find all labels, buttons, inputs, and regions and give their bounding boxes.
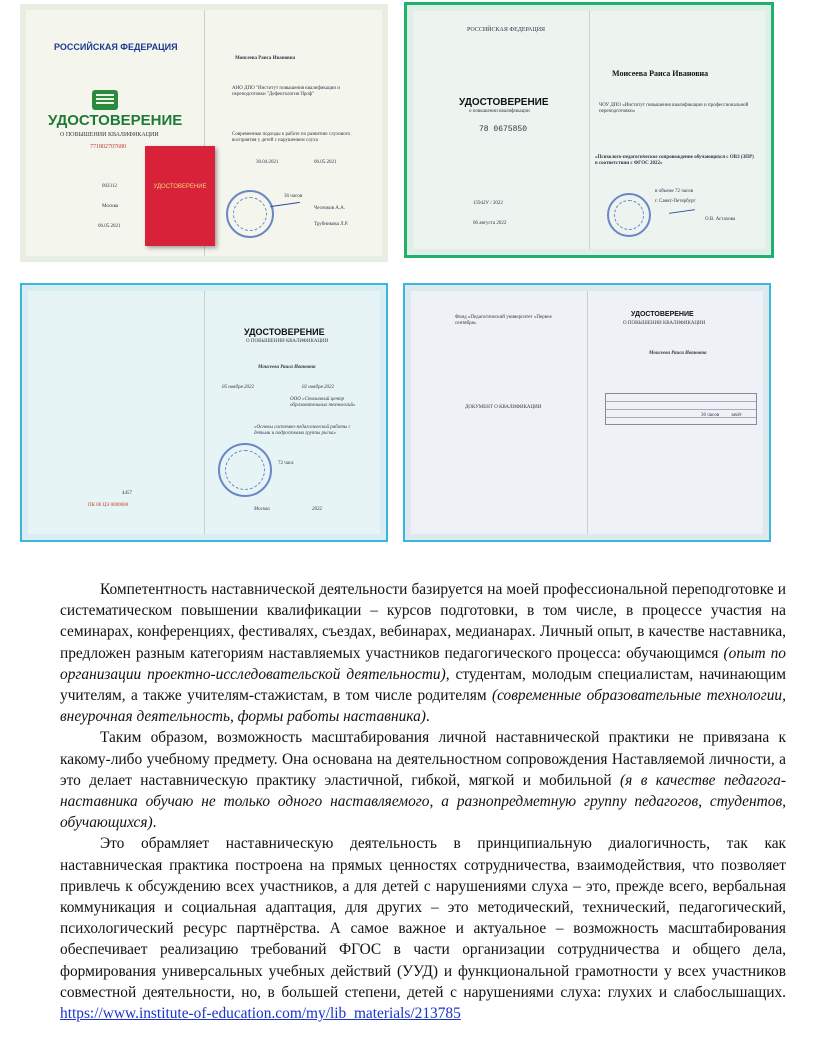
cert-date-from: 05 ноября 2022 (222, 385, 255, 390)
certificate-image-3 (20, 283, 388, 542)
cert-number: 771802707680 (90, 144, 126, 150)
cert-subtitle: о повышении квалификации (469, 109, 530, 114)
red-booklet (145, 146, 215, 246)
seal-stamp (607, 193, 651, 237)
cert-date-to: 06.05.2021 (314, 160, 337, 165)
cert-hours: 72 часа (278, 461, 294, 466)
cert-org: Фонд «Педагогический университет «Первое сентября» (455, 315, 552, 326)
seal-stamp (226, 190, 274, 238)
cert-title: УДОСТОВЕРЕНИЕ (244, 327, 325, 337)
cert-doc-label: ДОКУМЕНТ О КВАЛИФИКАЦИИ (465, 405, 542, 410)
cert-holder-name: Моисеева Раиса Ивановна (258, 365, 316, 370)
cert-holder-name: Моисеева Раиса Ивановна (612, 69, 709, 78)
cert-issue-date: 06.05.2021 (98, 224, 121, 229)
cert-number: 78 0675850 (479, 125, 528, 134)
seal-stamp (218, 443, 272, 497)
cert-reg-number: 002312 (102, 184, 117, 189)
cert-subtitle: О ПОВЫШЕНИИ КВАЛИФИКАЦИИ (60, 132, 159, 138)
cert-number: ПК 00 ЦЭ 0000000 (88, 503, 129, 508)
cert-program: «Основы системно-педагогической работы с детьми и подростками группы риска» (254, 425, 351, 436)
cert-title: УДОСТОВЕРЕНИЕ (459, 97, 549, 108)
cert-city: г. Санкт-Петербург (655, 199, 696, 204)
cert-city: Москва (102, 204, 119, 209)
paragraph-1: Компетентность наставнической деятельности базируется на моей профессиональной переподготовке и систематическом повышении квалификации – курсов подготовки, в том числе, в процессе участия на семинарах, конференциях, фестивалях, съездах, вебинарах, медианарах. Личный опыт, в качестве наставника, предложен разным категориям наставляемых участников педагогического процесса: обучающимся (опыт по организации проектно-исследовательской деятельности), студентам, молодым специалистам, начинающим учителям, а также учителям-стажистам, в том числе родителям (современные образовательные технологии, внеурочная деятельность, формы работы наставника). (60, 581, 786, 726)
cert-holder-name: Моисеева Раиса Ивановна (235, 56, 296, 61)
cert-date-from: 30.04.2021 (256, 160, 279, 165)
cert-subtitle: О ПОВЫШЕНИИ КВАЛИФИКАЦИИ (623, 321, 706, 326)
cert-issue-date: 06 августа 2022 (473, 221, 507, 226)
cert-org: ООО «Столичный центр образовательных технологий» (290, 397, 356, 408)
cert-signer: О.В. Астахова (705, 217, 736, 222)
cert-result: зачёт (731, 413, 742, 418)
emblem-icon (92, 90, 118, 110)
cert-country: РОССИЙСКАЯ ФЕДЕРАЦИЯ (467, 27, 546, 33)
cert-title: УДОСТОВЕРЕНИЕ (48, 112, 183, 129)
cert-org: ЧОУ ДПО «Институт повышения квалификации и профессиональной переподготовки» (599, 103, 749, 114)
cert-program: «Психолого-педагогическое сопровождение обучающихся с ОВЗ (ЗПР) в соответствии с ФГОС 2022» (595, 155, 754, 166)
article-body (60, 579, 786, 1024)
cert-year: 2022 (312, 507, 322, 512)
cert-signer-1: Чесноков А.А. (314, 206, 345, 211)
certificate-image-2 (404, 2, 774, 258)
cert-hours: 36 часов (284, 194, 303, 199)
cert-reg-number: 15942У / 2022 (473, 201, 503, 206)
cert-subtitle: О ПОВЫШЕНИИ КВАЛИФИКАЦИИ (246, 339, 329, 344)
cert-title: УДОСТОВЕРЕНИЕ (631, 311, 694, 318)
cert-holder-name: Моисеева Раиса Ивановна (649, 351, 707, 356)
paragraph-3: Это обрамляет наставническую деятельность в принципиальную диалогичность, так как наставническая практика построена на прямых ценностях сотрудничества, взаимодействия, что позволяет привлечь к обсуждению всех участников, а для детей с нарушениями слуха – это, прежде всего, вербальная коммуникация и социальная адаптация, для других – это методический, технический, педагогический, психологический ресурс партнёрства. А самое важное и актуальное – возможность масштабирования обеспечивает реализацию требований ФГОС в части организации сотрудничества и общего дела, формирования универсальных учебных действий (УУД) и функциональной грамотности у всех участников совместной деятельности, но, в большей степени, детей с нарушениями слуха: глухих и слабослышащих. https://www.institute-of-education.com/my/lib_materials/213785 (60, 835, 786, 1023)
cert-org: АНО ДПО "Институт повышения квалификации и переподготовки "Дефектология Проф" (232, 86, 340, 97)
cert-hours: 36 часов (701, 413, 720, 418)
cert-date-to: 02 ноября 2022 (302, 385, 335, 390)
cert-city: Москва (254, 507, 270, 512)
cert-country: РОССИЙСКАЯ ФЕДЕРАЦИЯ (54, 42, 178, 52)
cert-reg-number: 4457 (122, 491, 132, 496)
grades-table (605, 393, 757, 425)
cert-program: Современные подходы к работе по развитию слухового восприятия у детей с нарушением слуха (232, 132, 351, 143)
cert-signer-2: Трубникова Л.Р. (314, 222, 349, 227)
certificate-image-1 (20, 4, 388, 262)
source-link[interactable]: https://www.institute-of-education.com/my/lib_materials/213785 (60, 1005, 461, 1023)
certificate-image-4 (403, 283, 771, 542)
paragraph-2: Таким образом, возможность масштабирования личной наставнической практики не привязана к какому-либо учебному предмету. Она основана на деятельностном сопровождения Наставляемой личности, а это делает наставническую практику эластичной, гибкой, мягкой и мобильной (я в качестве педагога-наставника обучаю не только одного наставляемого, а разнопредметную группу педагогов, студентов, обучающихся). (60, 729, 786, 832)
cert-hours: в объеме 72 часов (655, 189, 694, 194)
red-booklet-title: УДОСТОВЕРЕНИЕ (153, 184, 207, 190)
